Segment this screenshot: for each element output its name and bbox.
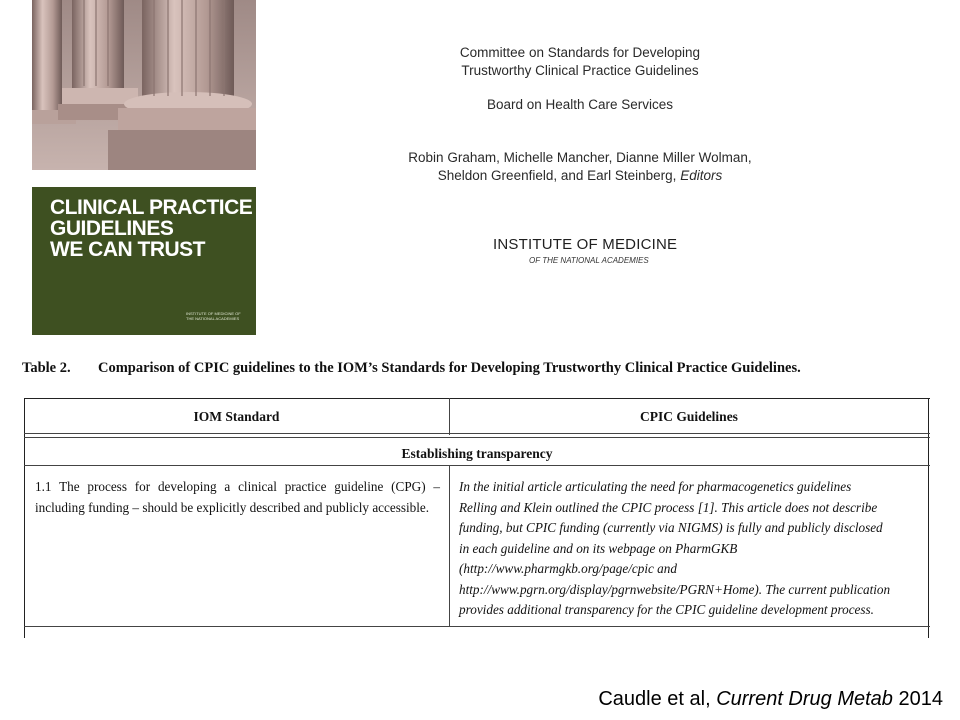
cpic-line: provides additional transparency for the CPIC guideline development process. <box>459 602 874 617</box>
table-rule <box>449 466 450 626</box>
table-caption-text: Comparison of CPIC guidelines to the IOM’s Standards for Developing Trustworthy Clinical Practice Guidelines. <box>98 360 801 376</box>
cover-title-line: CLINICAL PRACTICE <box>50 196 253 219</box>
cover-title-line: GUIDELINES <box>50 217 174 240</box>
cover-title <box>50 197 252 260</box>
cpic-line: in each guideline and on its webpage on PharmGKB <box>459 540 738 556</box>
board-name <box>300 96 860 114</box>
cover-photo <box>32 0 256 170</box>
editors-suffix: Editors <box>680 168 723 183</box>
table-rule <box>24 398 930 399</box>
cpic-line: In the initial article articulating the need for pharmacogenetics guidelines <box>459 479 852 494</box>
cpic-line: Relling and Klein outlined the CPIC process [1]. This article does not describe <box>459 499 878 515</box>
citation-year: 2014 <box>898 688 943 710</box>
committee-line: Committee on Standards for Developing <box>459 45 701 60</box>
table-cell-cpic <box>459 477 921 621</box>
editors-names: Sheldon Greenfield, and Earl Steinberg, <box>437 168 677 183</box>
publisher-subtitle: OF THE NATIONAL ACADEMIES <box>529 256 649 265</box>
table-header-cpic-guidelines: CPIC Guidelines <box>640 409 738 424</box>
table-caption <box>22 360 801 377</box>
cover-title-band <box>32 187 256 335</box>
table-rule <box>24 433 930 434</box>
editors-line: Robin Graham, Michelle Mancher, Dianne Miller Wolman, <box>408 150 752 165</box>
cpic-line: (http://www.pharmgkb.org/page/cpic and <box>459 561 677 576</box>
table-rule <box>24 437 930 438</box>
citation <box>598 688 943 711</box>
table-label: Table 2. <box>22 360 71 376</box>
comparison-table <box>24 398 930 638</box>
table-rule <box>24 398 25 638</box>
editors-line-2 <box>300 167 860 185</box>
committee-name <box>300 44 860 80</box>
citation-journal: Current Drug Metab <box>716 688 893 710</box>
editors <box>300 149 860 185</box>
table-rule <box>928 398 929 638</box>
cpic-line: http://www.pgrn.org/display/pgrnwebsite/PGRN+Home). The current publication <box>459 581 891 597</box>
cover-publisher-seal: INSTITUTE OF MEDICINE OF THE NATIONAL ACADEMIES <box>186 311 241 321</box>
committee-line: Trustworthy Clinical Practice Guidelines <box>461 63 699 78</box>
publisher-name: INSTITUTE OF MEDICINE <box>493 236 678 253</box>
table-rule <box>24 465 930 466</box>
table-header-iom-standard: IOM Standard <box>193 409 280 424</box>
cover-title-line: WE CAN TRUST <box>50 238 205 261</box>
citation-authors: Caudle et al, <box>598 688 711 710</box>
table-cell-standard: 1.1 The process for developing a clinical practice guideline (CPG) – including funding – should be explicitly described and publicly accessible. <box>35 479 440 515</box>
columns-photo-icon <box>32 0 256 170</box>
table-section-heading: Establishing transparency <box>401 446 553 461</box>
board-line: Board on Health Care Services <box>486 97 674 112</box>
table-rule <box>24 626 930 627</box>
cpic-line: funding, but CPIC funding (currently via NIGMS) is fully and publicly disclosed <box>459 520 883 535</box>
